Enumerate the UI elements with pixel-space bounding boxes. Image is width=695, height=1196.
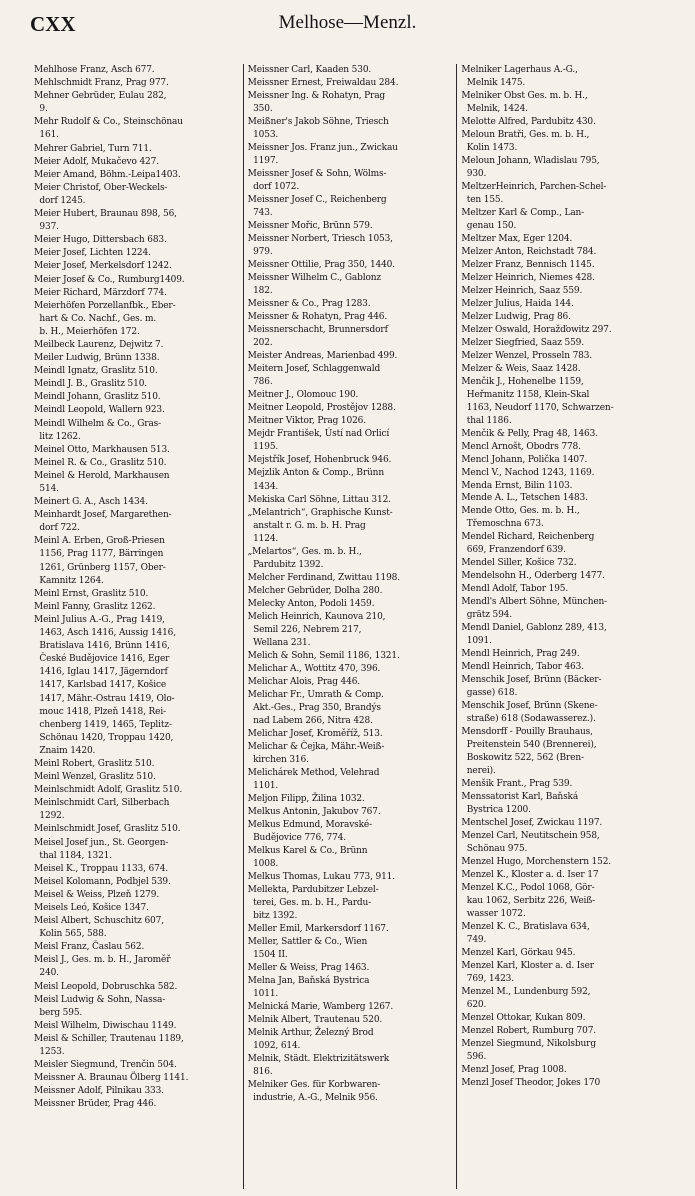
directory-entry: Meindl J. B., Graslitz 510. bbox=[34, 379, 147, 390]
directory-entry: Meier Christof, Ober-Weckels- dorf 1245. bbox=[34, 182, 168, 206]
directory-entry: Meloun Bratři, Ges. m. b. H., Kolin 1473. bbox=[461, 129, 590, 153]
directory-entry: Mensdorff - Pouilly Brauhaus, Preitenstein 540 (Brennerei), Boskowitz 522, 562 (Bren- nerei). bbox=[461, 727, 597, 777]
directory-entry: Mencl Arnošt, Obodrs 778. bbox=[461, 441, 581, 452]
directory-entry: Meitner Leopold, Prostějov 1288. bbox=[247, 403, 396, 414]
directory-entry: Melniker Ges. für Korbwaren- industrie, A.-G., Melnik 956. bbox=[247, 1080, 381, 1104]
directory-entry: Meinhardt Josef, Margarethen- dorf 722. bbox=[34, 510, 172, 534]
page-number: CXX bbox=[30, 12, 76, 36]
directory-entry: „Melantrich“, Graphische Kunst- anstalt r. G. m. b. H. Prag 1124. bbox=[247, 507, 393, 544]
directory-entry: Meinert G. A., Asch 1434. bbox=[34, 497, 148, 508]
directory-entry: Melzer Heinrich, Niemes 428. bbox=[461, 272, 595, 283]
directory-entry: Meissner Jos. Franz jun., Zwickau 1197. bbox=[247, 143, 398, 167]
directory-entry: Melnická Marie, Wamberg 1267. bbox=[247, 1002, 394, 1013]
column-1 bbox=[30, 64, 243, 1189]
directory-entry: Meissner Norbert, Triesch 1053, 979. bbox=[247, 234, 393, 258]
directory-entry: Meinl Fanny, Graslitz 1262. bbox=[34, 601, 156, 612]
directory-entry: Meinlschmidt Carl, Silberbach 1292. bbox=[34, 798, 170, 822]
directory-entry: Meissner Ottilie, Prag 350, 1440. bbox=[247, 260, 395, 271]
directory-entry: Meißner's Jakob Söhne, Triesch 1053. bbox=[247, 117, 389, 141]
directory-entry: Meindl Johann, Graslitz 510. bbox=[34, 392, 161, 403]
directory-entry: Meltzer Karl & Comp., Lan- genau 150. bbox=[461, 207, 585, 231]
directory-entry: Meitern Josef, Schlaggenwald 786. bbox=[247, 364, 381, 388]
directory-entry: Meinl Julius A.-G., Prag 1419, 1463, Asch 1416, Aussig 1416, Bratislava 1416, Brünn 1416, České Budějovice 1416, Eger 1416, Iglau 1417, Jägerndorf 1417, Karlsbad 1417, Košice 1417, Mähr.-Ostrau 1419, Olo- mouc 1418, Plzeň 1418, Rei- chenberg 1419, 1465, Teplitz- Schönau 1420, Troppau 1420, Znaim 1420. bbox=[34, 614, 176, 756]
directory-entry: Meisl Franz, Časlau 562. bbox=[34, 942, 145, 953]
directory-entry: Meier Josef & Co., Rumburg1409. bbox=[34, 274, 185, 285]
running-title: Melhose—Menzl. bbox=[278, 12, 417, 33]
directory-entry: Melotte Alfred, Pardubitz 430. bbox=[461, 116, 596, 127]
directory-entry: Meissner Wilhelm C., Gablonz 182. bbox=[247, 273, 381, 297]
directory-entry: Melzer & Weis, Saaz 1428. bbox=[461, 363, 581, 374]
directory-entry: Melzer Heinrich, Saaz 559. bbox=[461, 285, 583, 296]
directory-entry: Meissner & Co., Prag 1283. bbox=[247, 299, 371, 310]
directory-entry: Mehlhose Franz, Asch 677. bbox=[34, 65, 155, 75]
directory-entry: Meinl Ernst, Graslitz 510. bbox=[34, 588, 149, 599]
directory-entry: Melzer Julius, Haida 144. bbox=[461, 298, 574, 309]
directory-entry: Menschik Josef, Brünn (Bäcker- gasse) 618. bbox=[461, 675, 602, 699]
directory-entry: Meissner Adolf, Pilnikau 333. bbox=[34, 1086, 164, 1097]
directory-entry: Mejstřík Josef, Hohenbruck 946. bbox=[247, 455, 392, 466]
directory-entry: MeltzerHeinrich, Parchen-Schel- ten 155. bbox=[461, 181, 607, 205]
directory-entry: Meisl Wilhelm, Diwischau 1149. bbox=[34, 1020, 177, 1031]
directory-entry: Melkus Thomas, Lukau 773, 911. bbox=[247, 871, 395, 882]
directory-entry: Menzel Ottokar, Kukan 809. bbox=[461, 1012, 586, 1023]
directory-entry: Mencl Johann, Polička 1407. bbox=[461, 454, 588, 465]
directory-entry: Meier Hugo, Dittersbach 683. bbox=[34, 235, 167, 246]
directory-entry: Meier Amand, Böhm.-Leipa1403. bbox=[34, 169, 181, 180]
directory-entry: Melichárek Method, Velehrad 1101. bbox=[247, 767, 380, 791]
directory-entry: Meisel Kolomann, Podbjel 539. bbox=[34, 876, 171, 887]
directory-entry: Meisel & Weiss, Plzeň 1279. bbox=[34, 889, 160, 900]
directory-entry: Meller Emil, Markersdorf 1167. bbox=[247, 924, 389, 935]
directory-entry: „Melartos“, Ges. m. b. H., Pardubitz 1392. bbox=[247, 546, 362, 570]
directory-entry: Meisl & Schiller, Trautenau 1189, 1253. bbox=[34, 1033, 184, 1058]
directory-entry: Meinel Otto, Markhausen 513. bbox=[34, 444, 170, 455]
directory-entry: Melzer Anton, Reichstadt 784. bbox=[461, 246, 597, 257]
directory-entry: Mendl Adolf, Tabor 195. bbox=[461, 584, 569, 595]
directory-entry: Menzel Hugo, Morchenstern 152. bbox=[461, 857, 611, 868]
directory-entry: Mendel Siller, Košice 732. bbox=[461, 558, 577, 569]
directory-entry: Meister Andreas, Marienbad 499. bbox=[247, 351, 398, 362]
directory-entry: Meloun Johann, Wladislau 795, 930. bbox=[461, 155, 600, 179]
directory-entry: Melecky Anton, Podoli 1459. bbox=[247, 598, 375, 609]
directory-entry: Meindl Wilhelm & Co., Gras- litz 1262. bbox=[34, 418, 162, 442]
directory-entry: Menzel Carl, Neutitschein 958, Schönau 975. bbox=[461, 831, 600, 855]
directory-entry: Melichar Alois, Prag 446. bbox=[247, 676, 360, 687]
directory-entry: Meissner Josef & Sohn, Wölms- dorf 1072. bbox=[247, 169, 387, 193]
directory-entry: Melniker Obst Ges. m. b. H., Melnik, 1424. bbox=[461, 90, 588, 114]
directory-entry: Mejzlik Anton & Comp., Brünn 1434. bbox=[247, 468, 384, 492]
directory-entry: Meinel & Herold, Markhausen 514. bbox=[34, 470, 170, 494]
directory-entry: Meltzer Max, Eger 1204. bbox=[461, 233, 573, 244]
directory-entry: Meissner A. Braunau Ölberg 1141. bbox=[34, 1073, 189, 1084]
directory-entry: Meisl Albert, Schuschitz 607, Kolin 565, 588. bbox=[34, 916, 164, 940]
directory-entry: Meissner Carl, Kaaden 530. bbox=[247, 65, 372, 75]
directory-entry: Melkus Antonin, Jakubov 767. bbox=[247, 806, 381, 817]
directory-entry: Mejdr František, Ústí nad Orlicí 1195. bbox=[247, 429, 390, 453]
directory-entry: Mehr Rudolf & Co., Steinschönau 161. bbox=[34, 117, 183, 141]
directory-entry: Menssatorist Karl, Baňská Bystrica 1200. bbox=[461, 792, 579, 816]
column-3 bbox=[456, 64, 670, 1189]
directory-entry: Melkus Edmund, Moravské- Budějovice 776, 774. bbox=[247, 819, 372, 843]
directory-entry: Meljon Filipp, Žilina 1032. bbox=[247, 793, 365, 804]
directory-entry: Meissner Brüder, Prag 446. bbox=[34, 1099, 157, 1110]
directory-entry: Meindl Leopold, Wallern 923. bbox=[34, 405, 165, 416]
directory-entry: Melichar Fr., Umrath & Comp. Akt.-Ges., Prag 350, Brandýs nad Labem 266, Nitra 428. bbox=[247, 689, 384, 726]
directory-entry: Mekiska Carl Söhne, Littau 312. bbox=[247, 494, 391, 505]
directory-entry: Mende Otto, Ges. m. b. H., Třemoschna 673. bbox=[461, 506, 580, 530]
directory-entry: Mentschel Josef, Zwickau 1197. bbox=[461, 818, 603, 829]
directory-entry: Melzer Ludwig, Prag 86. bbox=[461, 311, 571, 322]
directory-entry: Menčik J., Hohenelbe 1159, Heřmanitz 1158, Klein-Skal 1163, Neudorf 1170, Schwarzen- thal 1186. bbox=[461, 376, 614, 426]
directory-entry: Meitner J., Olomouc 190. bbox=[247, 390, 359, 401]
directory-entry: Meissner Mořic, Brünn 579. bbox=[247, 221, 373, 232]
directory-entry: Meisel K., Troppau 1133, 674. bbox=[34, 863, 168, 874]
directory-entry: Menzl Josef Theodor, Jokes 170 bbox=[461, 1077, 601, 1088]
directory-entry: Melzer Franz, Bennisch 1145. bbox=[461, 259, 595, 270]
directory-entry: Meisel Josef jun., St. Georgen- thal 1184, 1321. bbox=[34, 837, 169, 861]
directory-entry: Melich & Sohn, Semil 1186, 1321. bbox=[247, 650, 400, 661]
directory-entry: Menzel M., Lundenburg 592, 620. bbox=[461, 986, 591, 1010]
directory-entry: Meissner & Rohatyn, Prag 446. bbox=[247, 312, 388, 323]
directory-entry: Meisler Siegmund, Trenčin 504. bbox=[34, 1060, 177, 1071]
directory-entry: Meissner Ing. & Rohatyn, Prag 350. bbox=[247, 91, 386, 115]
directory-entry: Mende A. L., Tetschen 1483. bbox=[461, 493, 588, 504]
directory-entry: Menzel Siegmund, Nikolsburg 596. bbox=[461, 1038, 596, 1062]
directory-entry: Melzer Oswald, Horažďowitz 297. bbox=[461, 324, 612, 335]
column-2 bbox=[243, 64, 457, 1189]
directory-entry: Melzer Siegfried, Saaz 559. bbox=[461, 337, 584, 348]
directory-entry: Meinl A. Erben, Groß-Priesen 1156, Prag 1177, Bärringen 1261, Grünberg 1157, Ober- Kamnitz 1264. bbox=[34, 536, 166, 586]
directory-entry: Meissner Ernest, Freiwaldau 284. bbox=[247, 78, 399, 89]
directory-entry: Mendl Daniel, Gablonz 289, 413, 1091. bbox=[461, 623, 607, 647]
directory-entry: Melich Heinrich, Kaunova 210, Semil 226, Nebrem 217, Wellana 231. bbox=[247, 611, 386, 648]
directory-entry: Meier Hubert, Braunau 898, 56, 937. bbox=[34, 209, 177, 233]
directory-entry: Melniker Lagerhaus A.-G., Melnik 1475. bbox=[461, 65, 578, 88]
directory-entry: Meissner Josef C., Reichenberg 743. bbox=[247, 195, 387, 219]
directory-entry: Meinl Wenzel, Graslitz 510. bbox=[34, 772, 156, 783]
directory-entry: Meisl J., Ges. m. b. H., Jaroměř 240. bbox=[34, 955, 171, 979]
directory-entry: Meinlschmidt Josef, Graslitz 510. bbox=[34, 824, 181, 835]
directory-entry: Mendl Heinrich, Prag 249. bbox=[461, 649, 580, 660]
directory-entry: Mendl's Albert Söhne, München- grätz 594. bbox=[461, 597, 608, 621]
directory-entry: Mencl V., Nachod 1243, 1169. bbox=[461, 467, 595, 478]
directory-entry: Menzel K.C., Podol 1068, Gör- kau 1062, Serbitz 226, Weiß- wasser 1072. bbox=[461, 883, 595, 919]
directory-entry: Mehlschmidt Franz, Prag 977. bbox=[34, 78, 169, 89]
directory-entry: Mehner Gebrüder, Eulau 282, 9. bbox=[34, 91, 167, 115]
directory-entry: Meisels Leó, Košice 1347. bbox=[34, 903, 149, 913]
page-header bbox=[0, 0, 695, 46]
directory-entry: Melcher Ferdinand, Zwittau 1198. bbox=[247, 572, 400, 583]
directory-entry: Mendelsohn H., Oderberg 1477. bbox=[461, 571, 605, 582]
directory-entry: Meinl Robert, Graslitz 510. bbox=[34, 758, 155, 769]
directory-entry: Meinel R. & Co., Graslitz 510. bbox=[34, 457, 167, 468]
directory-entry: Menda Ernst, Bilin 1103. bbox=[461, 480, 573, 491]
directory-entry: Meinlschmidt Adolf, Graslitz 510. bbox=[34, 785, 183, 796]
directory-entry: Menschik Josef, Brünn (Skene- straße) 618 (Sodawasserez.). bbox=[461, 701, 598, 725]
directory-entry: Meller & Weiss, Prag 1463. bbox=[247, 963, 370, 974]
directory-columns bbox=[30, 64, 670, 1189]
directory-entry: Menzel K., Kloster a. d. Iser 17 bbox=[461, 870, 599, 881]
directory-entry: Meier Josef, Lichten 1224. bbox=[34, 248, 151, 259]
directory-entry: Mellekta, Pardubitzer Lebzel- terei, Ges. m. b. H., Pardu- bitz 1392. bbox=[247, 884, 379, 922]
directory-entry: Menzel Karl, Görkau 945. bbox=[461, 947, 576, 958]
directory-entry: Melichar Josef, Kroměříž, 513. bbox=[247, 728, 383, 739]
directory-entry: Menčik & Pelly, Prag 48, 1463. bbox=[461, 428, 598, 439]
directory-entry: Melcher Gebrüder, Dolha 280. bbox=[247, 585, 383, 596]
directory-entry: Mendel Richard, Reichenberg 669, Franzendorf 639. bbox=[461, 532, 595, 556]
directory-entry: Menzel K. C., Bratislava 634, 749. bbox=[461, 921, 590, 945]
directory-entry: Menzel Karl, Kloster a. d. Iser 769, 1423. bbox=[461, 960, 594, 984]
directory-entry: Menzl Josef, Prag 1008. bbox=[461, 1064, 567, 1075]
directory-entry: Meier Adolf, Mukačevo 427. bbox=[34, 156, 159, 167]
directory-entry: Meller, Sattler & Co., Wien 1504 II. bbox=[247, 937, 368, 961]
directory-entry: Meissnerschacht, Brunnersdorf 202. bbox=[247, 325, 388, 349]
directory-entry: Meiler Ludwig, Brünn 1338. bbox=[34, 353, 160, 364]
directory-entry: Meitner Viktor, Prag 1026. bbox=[247, 416, 366, 427]
directory-entry: Meier Richard, Märzdorf 774. bbox=[34, 287, 167, 298]
directory-entry: Menšik Frant., Prag 539. bbox=[461, 779, 573, 790]
directory-entry: Melzer Wenzel, Prosseln 783. bbox=[461, 350, 593, 361]
directory-entry: Mendl Heinrich, Tabor 463. bbox=[461, 662, 584, 673]
directory-entry: Meisl Leopold, Dobruschka 582. bbox=[34, 981, 178, 992]
directory-entry: Melkus Karel & Co., Brünn 1008. bbox=[247, 845, 368, 869]
directory-entry: Melnik, Städt. Elektrizitätswerk 816. bbox=[247, 1054, 390, 1078]
directory-entry: Melichar A., Wottitz 470, 396. bbox=[247, 663, 381, 674]
directory-entry: Meisl Ludwig & Sohn, Nassa- berg 595. bbox=[34, 994, 166, 1018]
directory-entry: Melnik Albert, Trautenau 520. bbox=[247, 1015, 383, 1026]
directory-entry: Meilbeck Laurenz, Dejwitz 7. bbox=[34, 339, 164, 350]
directory-entry: Meierhöfen Porzellanfbk., Eber- hart & Co. Nachf., Ges. m. b. H., Meierhöfen 172. bbox=[34, 300, 176, 337]
directory-entry: Meier Josef, Merkelsdorf 1242. bbox=[34, 261, 172, 272]
directory-entry: Menzel Robert, Rumburg 707. bbox=[461, 1025, 596, 1036]
directory-entry: Melnik Arthur, Železný Brod 1092, 614. bbox=[247, 1028, 374, 1052]
directory-entry: Melna Jan, Baňská Bystrica 1011. bbox=[247, 976, 370, 1000]
directory-entry: Melichar & Čejka, Mähr.-Weiß- kirchen 316. bbox=[247, 741, 385, 765]
directory-entry: Mehrer Gabriel, Turn 711. bbox=[34, 143, 152, 154]
directory-entry: Meindl Ignatz, Graslitz 510. bbox=[34, 366, 158, 377]
